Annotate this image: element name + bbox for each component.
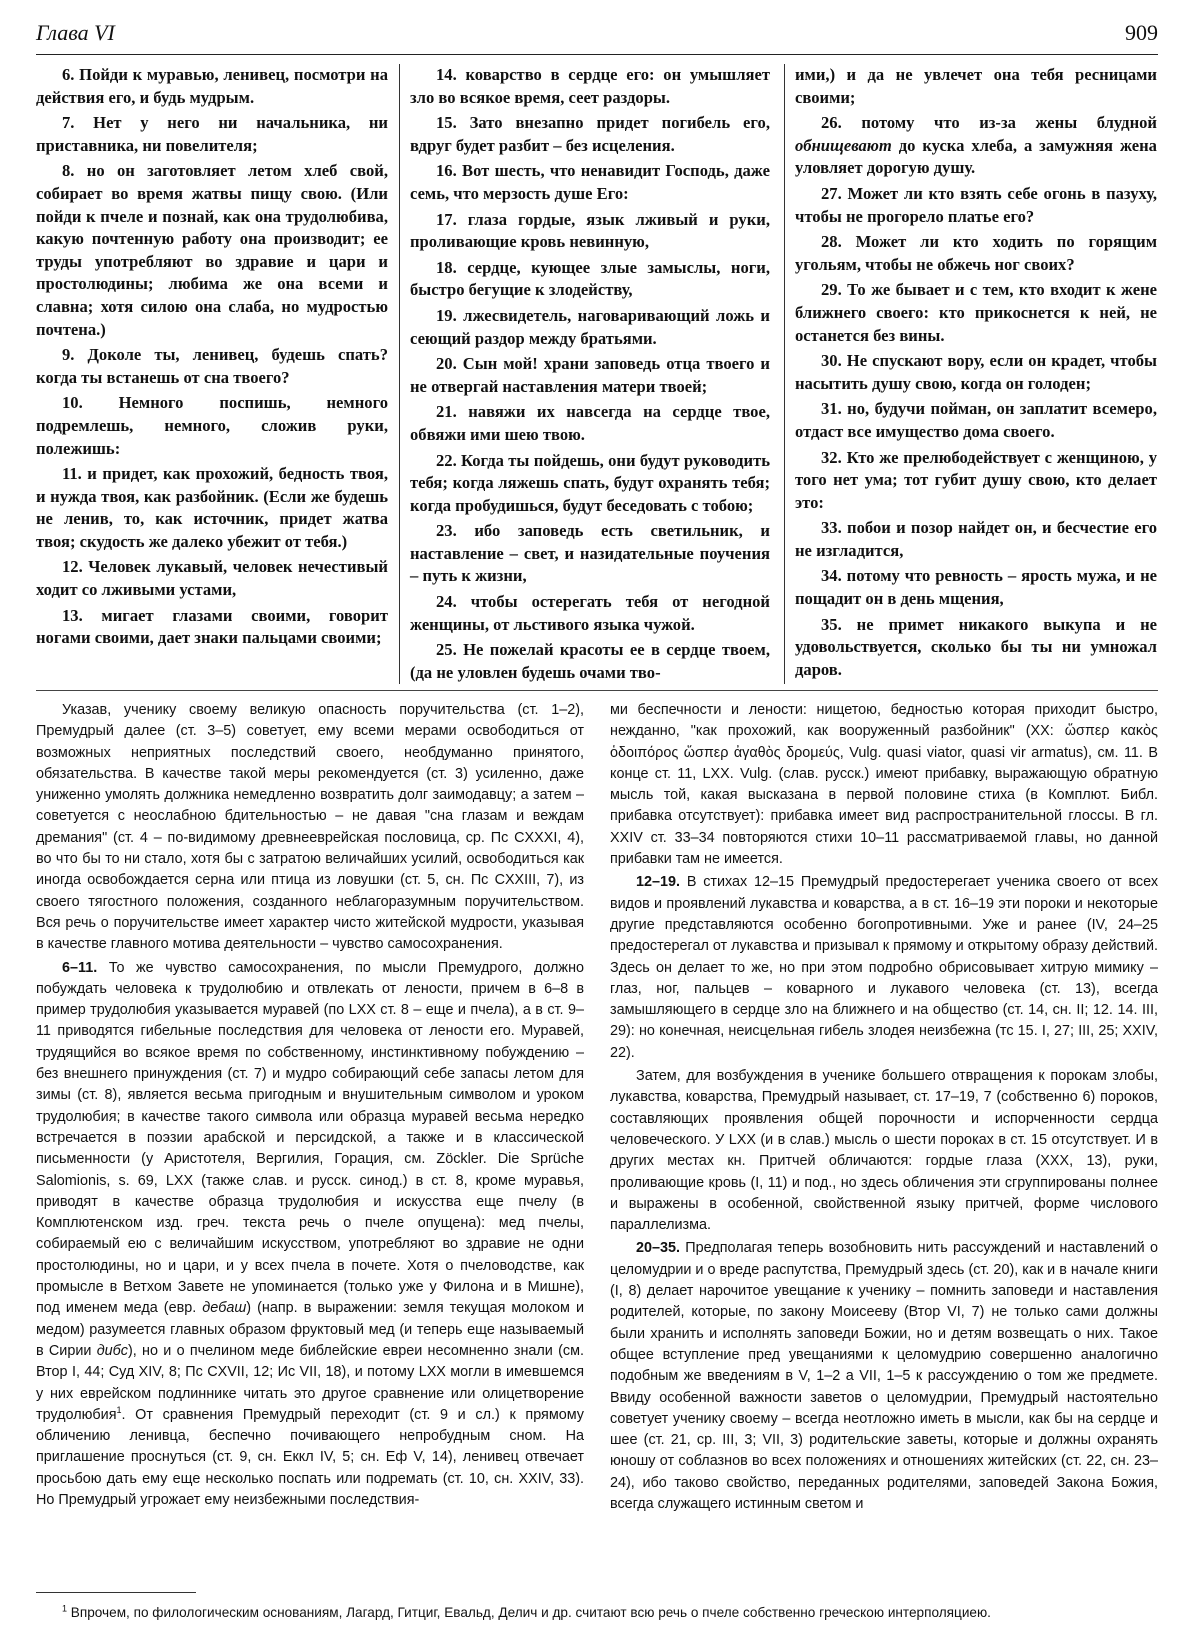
verse-italic-word: обнищевают bbox=[795, 135, 892, 155]
verse-range-label: 6–11. bbox=[62, 959, 98, 976]
commentary-text: В стихах 12–15 Премудрый предостерегает ученика своего от всех видов и проявлений лукавства и коварства, а в ст. 16–19 эти пороки и некоторые другие представляются особенно богопротивными. Уже и ранее (IV, 24–25 предостерегал от лукавства и призывал к прямому и открытому образу действий. Здесь он делает то же, но при этом подробно обрисовывает хитрую мимику – глаз, ног, пальцев – коварного и лукавого человека (ст. 13), всегда замышляющего в сердце зло на ближнего и на общество (ст. 14, сн. II; 12. 14. III, 29): но конечная, неисцельная гибель злодея неизбежна (тс 15. I, 27; III, 25; XXIV, 22). bbox=[610, 874, 1159, 1061]
verse: 34. потому что ревность – ярость мужа, и не пощадит он в день мщения, bbox=[795, 566, 1157, 609]
verse: 16. Вот шесть, что ненавидит Господь, даже семь, что мерзость душе Его: bbox=[410, 161, 770, 203]
verse-range-label: 12–19. bbox=[636, 874, 681, 891]
footnote-ref[interactable]: 1 bbox=[116, 1405, 122, 1415]
verse: 24. чтобы остерегать тебя от негодной женщины, от льстивого языка чужой. bbox=[410, 592, 770, 634]
header-rule bbox=[36, 54, 1158, 55]
footnote-text: Впрочем, по филологическим основаниям, Лагард, Гитциг, Евальд, Делич и др. считают всю речь о пчеле собственно греческою интерполяциею. bbox=[70, 1605, 991, 1620]
commentary-text: ) (напр. в выражении: земля текущая молоком и медом) разумеется главных образом фруктовый мед (и теперь еще называемый в Сирии bbox=[36, 1300, 584, 1359]
section-rule bbox=[36, 690, 1158, 691]
commentary-column-1 bbox=[36, 700, 584, 1513]
commentary-text: . От сравнения Премудрый переходит (ст. 9 и сл.) к прямому обличению ленивца, беспечно почивающего непробудным сном. На приглашение проснуться (ст. 9, сн. Еккл IV, 5; сн. Еф V, 14), ленивец отвечает просьбою дать ему еще несколько поспать или подремать (ст. 10, сн. XXIV, 33). Но Премудрый угрожает ему неизбежными последствия- bbox=[36, 1406, 584, 1508]
commentary-paragraph bbox=[610, 1238, 1158, 1515]
page-number: 909 bbox=[1125, 20, 1158, 45]
verse-range-label: 20–35. bbox=[636, 1240, 681, 1257]
commentary-paragraph: Указав, ученику своему великую опасность поручительства (ст. 1–2), Премудрый далее (ст. 3–5) советует, ему всеми мерами освободиться от возможных неприятных последствий своего, необдуманно принятого, обязательства. В качестве такой меры рекомендуется (ст. 3) усиленно, даже униженно умолять должника немедленно возвратить долг заимодавцу; а затем – советуется с неослабною бдительностью – не давая "сна глазам и веждам дремания" (ст. 4 – по-видимому древнееврейская пословица, ср. Пс CXXXI, 4), во что бы то ни стало, хотя бы с затратою величайших усилий, освободиться как иногда освобождается серна или птица из ловушки (ст. 5, сн. Пс CXXIII, 7), из своего тягостного положения, созданного неблагоразумным поручительством. Вся речь о поручительстве имеет характер чисто житейской мудрости, указывая в качестве главного мотива деятельности – чувство самосохранения. bbox=[36, 702, 584, 953]
verse-text: потому что из-за жены блудной bbox=[861, 113, 1157, 133]
running-header bbox=[36, 20, 1158, 54]
column-rule bbox=[784, 64, 785, 684]
commentary-paragraph bbox=[610, 872, 1158, 1064]
verse: 23. ибо заповедь есть светильник, и наставление – свет, и назидательные поучения – путь к жизни, bbox=[410, 521, 770, 586]
verse-column-1 bbox=[36, 64, 388, 653]
commentary-text: ), но и о пчелином меде библейские евреи несомненно знали (см. Втор I, 44; Суд XIV, 8; Пс CXVII, 12; Ис VII, 18), и потому LXX могли в имевшемся у них еврейском подлиннике читать это другое сравнение или олицетворение трудолюбия bbox=[36, 1342, 585, 1423]
verse-column-3 bbox=[795, 64, 1157, 684]
verse: 31. но, будучи пойман, он заплатит всемеро, отдаст все имущество дома своего. bbox=[795, 399, 1157, 441]
verse: 30. Не спускают вору, если он крадет, чтобы насытить душу свою, когда он голоден; bbox=[795, 351, 1157, 393]
verse: 19. лжесвидетель, наговаривающий ложь и сеющий раздор между братьями. bbox=[410, 305, 770, 348]
verse: 7. Нет у него ни начальника, ни приставника, ни повелителя; bbox=[36, 113, 388, 155]
commentary-paragraph: Затем, для возбуждения в ученике большего отвращения к порокам злобы, лукавства, коварства, Премудрый называет, ст. 17–19, 7 (собственно 6) пороков, составляющих проявления общей порочности и испорченности сердца человеческого. У LXX (и в слав.) мысль о шести пороках в ст. 15 отсутствует. И в других местах кн. Притчей обличаются: гордые глаза (XXX, 13), руки, проливающие кровь (I, 11) и под., но здесь обличения эти сгруппированы полнее и выражены в особенной, свойственной языку притчей, форме числового параллелизма. bbox=[610, 1068, 1158, 1234]
verse: 18. сердце, кующее злые замыслы, ноги, быстро бегущие к злодейству, bbox=[410, 257, 770, 300]
arabic-term: дибс bbox=[96, 1342, 128, 1359]
hebrew-term: дебаш bbox=[202, 1300, 247, 1317]
commentary-column-2 bbox=[610, 700, 1158, 1517]
verse: 20. Сын мой! храни заповедь отца твоего и не отвергай наставления матери твоей; bbox=[410, 354, 770, 396]
verse: 25. Не пожелай красоты ее в сердце твоем, (да не уловлен будешь очами тво- bbox=[410, 640, 770, 682]
verse: 9. Доколе ты, ленивец, будешь спать? когда ты встанешь от сна твоего? bbox=[36, 345, 388, 387]
footnote-mark: 1 bbox=[62, 1603, 68, 1614]
verse: 14. коварство в сердце его: он умышляет зло во всякое время, сеет раздоры. bbox=[410, 65, 770, 107]
verse-number: 26. bbox=[821, 113, 842, 133]
verse: 33. побои и позор найдет он, и бесчестие его не изгладится, bbox=[795, 518, 1157, 560]
footnote-rule bbox=[36, 1592, 196, 1593]
verse: 29. То же бывает и с тем, кто входит к жене ближнего своего: кто прикоснется к ней, не останется без вины. bbox=[795, 280, 1157, 345]
chapter-title: Глава VI bbox=[36, 20, 115, 45]
verse: 6. Пойди к муравью, ленивец, посмотри на действия его, и будь мудрым. bbox=[36, 65, 388, 107]
verse: 8. но он заготовляет летом хлеб свой, собирает во время жатвы пищу свою. (Или пойди к пчеле и познай, как она трудолюбива, какую почтенную работу она производит; ее труды употребляют во здравие и цари и простолюдины; любима же она всеми и славна; хотя силою она слаба, но мудростью почтена.) bbox=[36, 161, 388, 339]
verse: 21. навяжи их навсегда на сердце твое, обвяжи ими шею твою. bbox=[410, 402, 770, 444]
commentary-text: Предполагая теперь возобновить нить рассуждений и наставлений о целомудрии и о вреде распутства, Премудрый здесь (ст. 20), как и в начале книги (I, 8) делает нарочитое увещание к ученику – помнить заповеди и наставления родителей, которые, по закону Моисееву (Втор VI, 7) не только сами должны были хранить и исполнять заповеди Божии, но и детям возвещать о них. Такое общее вступление пред увещаниями к целомудрию совершенно аналогично подобным же введениям в V, 1–2 а VII, 1–5 к рассуждению о том же предмете. Ввиду особенной важности заветов о целомудрии, Премудрый настоятельно советует ученику своему – всегда неотложно иметь в мысли, как бы на сердце и шее (ст. 21, ср. III, 3; VII, 3) родительские заветы, которые и должны охранять юношу от соблазнов во всех положениях и отношениях житейских (ст. 22, сн. 23–24), ибо таково свойство, переданных родителями, заповедей Закона Божия, всегда служащего истинным светом и bbox=[610, 1240, 1158, 1512]
verse: 12. Человек лукавый, человек нечестивый ходит со лживыми устами, bbox=[36, 557, 388, 600]
verse: 13. мигает глазами своими, говорит ногами своими, дает знаки пальцами своими; bbox=[36, 605, 388, 648]
verse: 17. глаза гордые, язык лживый и руки, проливающие кровь невинную, bbox=[410, 209, 770, 252]
verse bbox=[795, 112, 1157, 180]
verse: 11. и придет, как прохожий, бедность твоя, и нужда твоя, как разбойник. (Если же будешь не ленив, то, как источник, придет жатва твоя; скудость же далеко убежит от тебя.) bbox=[36, 464, 388, 551]
verse-continuation: ими,) и да не увлечет она тебя ресницами своими; bbox=[795, 65, 1157, 107]
verse: 10. Немного поспишь, немного подремлешь, немного, сложив руки, полежишь: bbox=[36, 393, 388, 458]
footnote bbox=[36, 1604, 1158, 1622]
verse: 15. Зато внезапно придет погибель его, вдруг будет разбит – без исцеления. bbox=[410, 113, 770, 155]
verse: 22. Когда ты пойдешь, они будут руководить тебя; когда ляжешь спать, будут охранять тебя; когда пробудишься, будут беседовать с тобою; bbox=[410, 450, 770, 515]
verse: 28. Может ли кто ходить по горящим угольям, чтобы не обжечь ног своих? bbox=[795, 232, 1157, 274]
verse-text: до куска хлеба, а замужняя жена уловляет дорогую душу. bbox=[795, 135, 1157, 178]
verse: 35. не примет никакого выкупа и не удовольствуется, сколько бы ты ни умножал даров. bbox=[795, 614, 1157, 679]
column-rule bbox=[399, 64, 400, 684]
verse: 32. Кто же прелюбодействует с женщиною, у того нет ума; тот губит душу свою, кто делает это: bbox=[795, 447, 1157, 512]
verse-column-2 bbox=[410, 64, 770, 687]
commentary-paragraph: ми беспечности и лености: нищетою, бедностью которая приходит быстро, нежданно, "как прохожий, как вооруженный разбойник" (XX: ὥσπερ κακὸς ὁδοιπόρος ὥσπερ ἀγαθὸς δρομεύς, Vulg. quasi viator, quasi vir armatus), см. 11. В конце ст. 11, LXX. Vulg. (слав. русск.) имеют прибавку, выражающую обратную мысль той, какая высказана в первой половине стиха (в Комплют. Библ. прибавка отсутствует): прибавка имеет вид распространительной глоссы. В гл. XXIV ст. 33–34 повторяются стихи 10–11 рассматриваемой главы, но данной прибавки там не имеется. bbox=[610, 702, 1158, 868]
commentary-paragraph bbox=[36, 958, 584, 1512]
verse: 27. Может ли кто взять себе огонь в пазуху, чтобы не прогорело платье его? bbox=[795, 183, 1157, 226]
commentary-text: То же чувство самосохранения, по мысли Премудрого, должно побуждать человека к трудолюбию и отвлекать от лености, причем в 6–8 в пример трудолюбия указывается муравей (по LXX ст. 8 – еще и пчела), а в ст. 9–11 приводятся гибельные последствия для человека от лености его. Муравей, трудящийся во всякое время по собственному, инстинктивному побуждению – без внешнего принуждения (ст. 7) и мудро собирающий себе запасы летом для зимы (ст. 8), является весьма пригодным и внушительным символом и уроком трудолюбия; в качестве такого символа или образца муравей весьма нередко встречается в поэзии арабской и персидской, а также и в классической письменности (у Аристотеля, Вергилия, Горация, см. Zöckler. Die Sprüche Salomionis, s. 69, LXX (также слав. и русск. синод.) в ст. 8, кроме муравья, приводят в качестве образца трудолюбия и искусства еще пчелу (в Комплютенском изд. греч. текста речь о пчеле опущена): мед пчелы, собираемый ею с величайшим искусством, употребляют во здравие не одни простолюдины, но и цари, и у всех пчела в почете. Хотя о пчеловодстве, как промысле в Ветхом Завете не упоминается (только уже у Филона и в Мишне), под именем меда (евр. bbox=[36, 959, 585, 1317]
